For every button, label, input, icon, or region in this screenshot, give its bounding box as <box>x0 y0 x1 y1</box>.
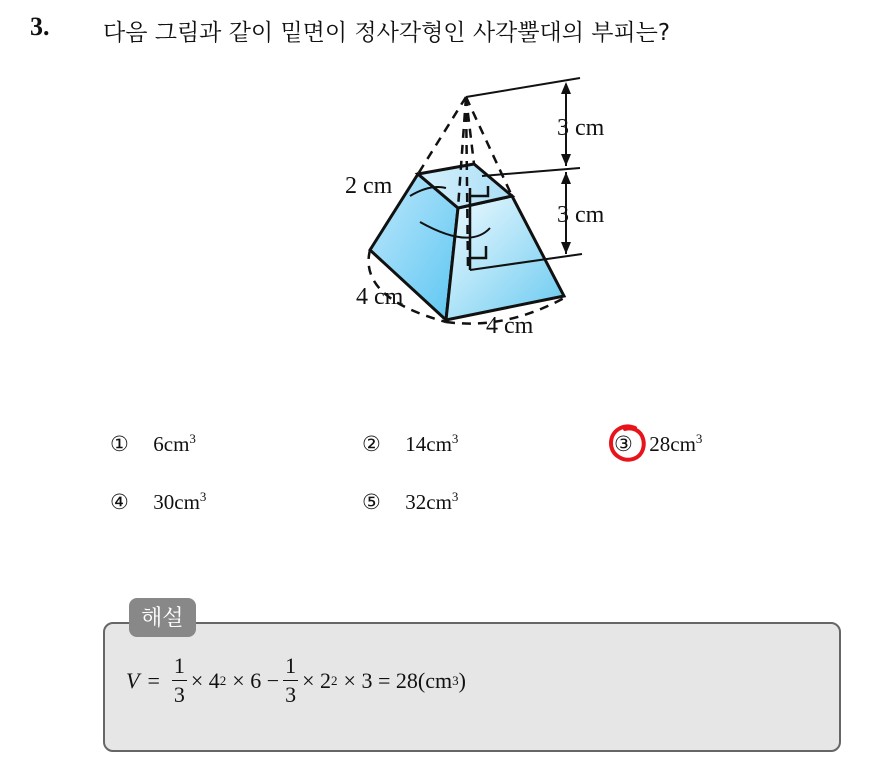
formula-frac-2 <box>283 655 298 706</box>
label-bottom-height: 3 cm <box>557 202 605 228</box>
choice-2-sup: 3 <box>451 431 459 446</box>
label-bottom-front-edge: 4 cm <box>486 313 534 339</box>
formula-close: ) <box>458 667 466 693</box>
choice-3-mark: ③ <box>614 432 633 456</box>
choice-1-sup: 3 <box>189 431 196 446</box>
label-top-height: 3 cm <box>557 115 605 141</box>
choice-3-sup: 3 <box>695 431 703 446</box>
choice-5-mark: ⑤ <box>362 490 381 514</box>
formula-v: V <box>126 667 140 693</box>
choice-4[interactable] <box>110 489 206 515</box>
choice-2[interactable] <box>362 431 458 457</box>
frac-2-den: 3 <box>285 682 297 707</box>
formula-result-sup: 3 <box>452 672 459 688</box>
choice-4-sup: 3 <box>199 489 207 504</box>
formula-part-1: × 4 <box>190 667 220 693</box>
formula-part-2-sup: 2 <box>331 672 338 688</box>
choice-4-mark: ④ <box>110 490 129 514</box>
formula-part-1-sup: 2 <box>219 672 227 688</box>
label-top-edge: 2 cm <box>345 173 393 199</box>
formula-frac-1 <box>172 655 187 706</box>
choice-1-value: 6cm <box>153 432 190 456</box>
answer-circle-annotation <box>605 421 649 465</box>
choice-3-value: 28cm <box>649 432 696 456</box>
choice-1-mark: ① <box>110 432 129 456</box>
choice-2-mark: ② <box>362 432 381 456</box>
choice-1[interactable] <box>110 431 196 457</box>
question-number: 3. <box>30 12 50 41</box>
formula-part-2-end: × 3 = 28(cm <box>343 667 453 693</box>
front-face <box>446 196 564 320</box>
solution-tag: 해설 <box>129 598 196 637</box>
formula-part-1-end: × 6 − <box>232 667 280 693</box>
frac-2-num: 1 <box>283 655 298 681</box>
choice-2-value: 14cm <box>405 432 452 456</box>
formula-part-2: × 2 <box>302 667 332 693</box>
label-bottom-left-edge: 4 cm <box>356 284 404 310</box>
choice-5[interactable] <box>362 489 458 515</box>
choice-5-sup: 3 <box>451 489 459 504</box>
solution-formula <box>126 655 466 706</box>
question-text: 다음 그림과 같이 밑면이 정사각형인 사각뿔대의 부피는? <box>103 20 671 46</box>
choice-5-value: 32cm <box>405 490 452 514</box>
choice-4-value: 30cm <box>153 490 200 514</box>
frac-1-num: 1 <box>172 655 187 681</box>
frac-1-den: 3 <box>173 682 185 707</box>
formula-eq: = <box>147 667 160 693</box>
